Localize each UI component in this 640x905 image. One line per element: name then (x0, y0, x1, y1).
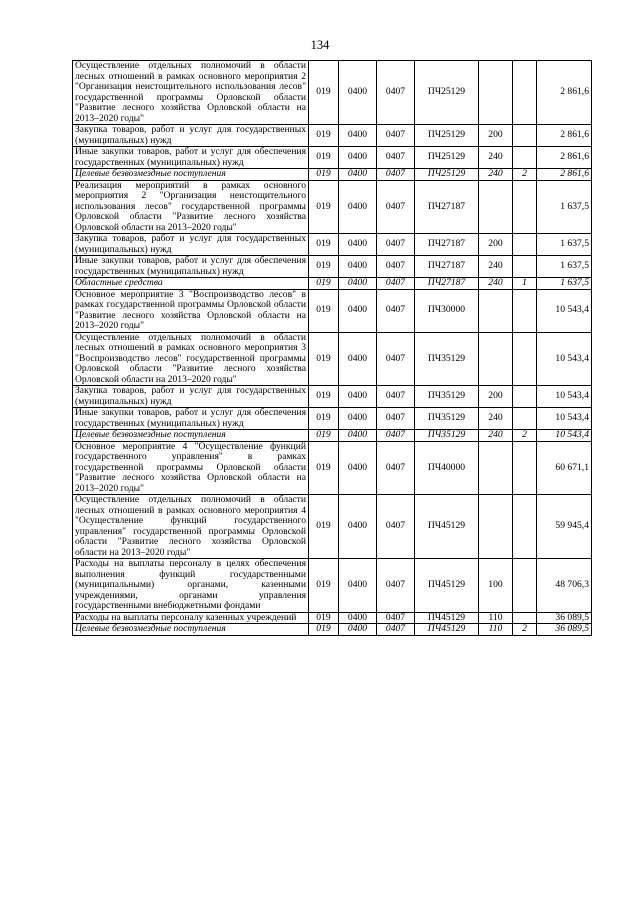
cell-amount: 48 706,3 (537, 559, 592, 613)
cell-section-code: 0400 (339, 495, 377, 559)
cell-funding-source (513, 332, 537, 386)
cell-ministry-code: 019 (309, 332, 339, 386)
cell-ministry-code: 019 (309, 61, 339, 125)
cell-ministry-code: 019 (309, 147, 339, 169)
cell-funding-source: 2 (513, 169, 537, 181)
table-row (73, 386, 592, 408)
cell-target-article: ПЧ35129 (415, 408, 479, 430)
cell-section-code: 0400 (339, 256, 377, 278)
cell-expense-type: 240 (479, 278, 513, 290)
cell-funding-source (513, 61, 537, 125)
cell-section-code: 0400 (339, 408, 377, 430)
table-row (73, 234, 592, 256)
cell-name: Целевые безвозмездные поступления (73, 430, 309, 442)
budget-table-body (73, 61, 592, 636)
cell-subsection-code: 0407 (377, 147, 415, 169)
cell-name: Основное мероприятие 4 "Осуществление функций государственного управления" в рамках государственной программы Орловской области "Развитие лесного хозяйства Орловской области на 2013–2020 годы" (73, 441, 309, 495)
cell-ministry-code: 019 (309, 441, 339, 495)
cell-amount: 2 861,6 (537, 147, 592, 169)
table-row (73, 289, 592, 332)
cell-ministry-code: 019 (309, 234, 339, 256)
cell-section-code: 0400 (339, 234, 377, 256)
cell-section-code: 0400 (339, 278, 377, 290)
cell-section-code: 0400 (339, 386, 377, 408)
cell-funding-source (513, 256, 537, 278)
cell-expense-type (479, 441, 513, 495)
cell-target-article: ПЧ45129 (415, 559, 479, 613)
cell-expense-type (479, 495, 513, 559)
cell-expense-type (479, 289, 513, 332)
table-row (73, 612, 592, 624)
cell-target-article: ПЧ25129 (415, 147, 479, 169)
cell-expense-type: 200 (479, 386, 513, 408)
cell-funding-source (513, 495, 537, 559)
cell-section-code: 0400 (339, 624, 377, 636)
cell-target-article: ПЧ35129 (415, 332, 479, 386)
cell-funding-source (513, 386, 537, 408)
cell-amount: 1 637,5 (537, 234, 592, 256)
cell-funding-source (513, 441, 537, 495)
cell-expense-type: 110 (479, 612, 513, 624)
cell-subsection-code: 0407 (377, 441, 415, 495)
cell-ministry-code: 019 (309, 386, 339, 408)
cell-ministry-code: 019 (309, 495, 339, 559)
cell-ministry-code: 019 (309, 289, 339, 332)
cell-subsection-code: 0407 (377, 612, 415, 624)
cell-expense-type: 240 (479, 169, 513, 181)
cell-target-article: ПЧ25129 (415, 61, 479, 125)
cell-target-article: ПЧ45129 (415, 495, 479, 559)
cell-ministry-code: 019 (309, 408, 339, 430)
cell-name: Осуществление отдельных полномочий в области лесных отношений в рамках основного мероприятия 2 "Организация неистощительного использования лесов" государственной программы Орловской области "Развитие лесного хозяйства Орловской области на 2013–2020 годы" (73, 61, 309, 125)
cell-target-article: ПЧ30000 (415, 289, 479, 332)
cell-ministry-code: 019 (309, 559, 339, 613)
cell-amount: 10 543,4 (537, 408, 592, 430)
cell-section-code: 0400 (339, 430, 377, 442)
cell-amount: 59 945,4 (537, 495, 592, 559)
cell-amount: 1 637,5 (537, 278, 592, 290)
cell-amount: 10 543,4 (537, 289, 592, 332)
cell-subsection-code: 0407 (377, 256, 415, 278)
cell-ministry-code: 019 (309, 180, 339, 234)
cell-expense-type: 110 (479, 624, 513, 636)
cell-amount: 2 861,6 (537, 61, 592, 125)
cell-amount: 10 543,4 (537, 386, 592, 408)
cell-name: Иные закупки товаров, работ и услуг для обеспечения государственных (муниципальных) нужд (73, 147, 309, 169)
cell-subsection-code: 0407 (377, 332, 415, 386)
cell-section-code: 0400 (339, 559, 377, 613)
table-row (73, 147, 592, 169)
cell-funding-source (513, 147, 537, 169)
cell-target-article: ПЧ40000 (415, 441, 479, 495)
cell-name: Областные средства (73, 278, 309, 290)
table-row (73, 441, 592, 495)
cell-funding-source (513, 234, 537, 256)
cell-target-article: ПЧ35129 (415, 430, 479, 442)
cell-ministry-code: 019 (309, 612, 339, 624)
cell-subsection-code: 0407 (377, 624, 415, 636)
cell-name: Целевые безвозмездные поступления (73, 169, 309, 181)
cell-expense-type: 100 (479, 559, 513, 613)
cell-expense-type: 240 (479, 408, 513, 430)
cell-expense-type (479, 61, 513, 125)
cell-subsection-code: 0407 (377, 408, 415, 430)
table-row (73, 169, 592, 181)
cell-section-code: 0400 (339, 612, 377, 624)
table-row (73, 624, 592, 636)
cell-ministry-code: 019 (309, 256, 339, 278)
cell-funding-source (513, 125, 537, 147)
cell-name: Закупка товаров, работ и услуг для государственных (муниципальных) нужд (73, 386, 309, 408)
cell-funding-source (513, 289, 537, 332)
table-row (73, 256, 592, 278)
cell-amount: 60 671,1 (537, 441, 592, 495)
cell-subsection-code: 0407 (377, 289, 415, 332)
table-row (73, 408, 592, 430)
cell-expense-type: 240 (479, 147, 513, 169)
cell-ministry-code: 019 (309, 125, 339, 147)
cell-target-article: ПЧ27187 (415, 180, 479, 234)
cell-name: Закупка товаров, работ и услуг для государственных (муниципальных) нужд (73, 125, 309, 147)
cell-section-code: 0400 (339, 61, 377, 125)
cell-funding-source (513, 559, 537, 613)
cell-name: Иные закупки товаров, работ и услуг для обеспечения государственных (муниципальных) нужд (73, 256, 309, 278)
page-number: 134 (310, 38, 330, 52)
cell-section-code: 0400 (339, 332, 377, 386)
cell-amount: 36 089,5 (537, 612, 592, 624)
cell-subsection-code: 0407 (377, 169, 415, 181)
cell-ministry-code: 019 (309, 278, 339, 290)
cell-expense-type (479, 180, 513, 234)
cell-expense-type (479, 332, 513, 386)
cell-name: Расходы на выплаты персоналу в целях обеспечения выполнения функций государственными (муниципальными) органами, казенными учреждениями, органами управления государственными внебюджетными фондами (73, 559, 309, 613)
cell-section-code: 0400 (339, 125, 377, 147)
cell-funding-source (513, 180, 537, 234)
cell-amount: 1 637,5 (537, 256, 592, 278)
cell-subsection-code: 0407 (377, 278, 415, 290)
cell-subsection-code: 0407 (377, 430, 415, 442)
cell-section-code: 0400 (339, 180, 377, 234)
table-row (73, 180, 592, 234)
cell-amount: 1 637,5 (537, 180, 592, 234)
cell-ministry-code: 019 (309, 169, 339, 181)
cell-target-article: ПЧ25129 (415, 125, 479, 147)
cell-section-code: 0400 (339, 147, 377, 169)
cell-target-article: ПЧ27187 (415, 256, 479, 278)
table-row (73, 559, 592, 613)
cell-subsection-code: 0407 (377, 180, 415, 234)
cell-funding-source (513, 408, 537, 430)
cell-target-article: ПЧ27187 (415, 234, 479, 256)
cell-subsection-code: 0407 (377, 234, 415, 256)
cell-name: Осуществление отдельных полномочий в области лесных отношений в рамках основного мероприятия 3 "Воспроизводство лесов" государственной программы Орловской области "Развитие лесного хозяйства Орловской области на 2013–2020 годы" (73, 332, 309, 386)
cell-target-article: ПЧ27187 (415, 278, 479, 290)
cell-funding-source: 1 (513, 278, 537, 290)
table-row (73, 125, 592, 147)
cell-expense-type: 200 (479, 234, 513, 256)
cell-amount: 36 089,5 (537, 624, 592, 636)
cell-amount: 10 543,4 (537, 332, 592, 386)
cell-name: Расходы на выплаты персоналу казенных учреждений (73, 612, 309, 624)
cell-subsection-code: 0407 (377, 61, 415, 125)
cell-amount: 10 543,4 (537, 430, 592, 442)
cell-ministry-code: 019 (309, 624, 339, 636)
cell-name: Целевые безвозмездные поступления (73, 624, 309, 636)
cell-target-article: ПЧ35129 (415, 386, 479, 408)
table-row (73, 332, 592, 386)
cell-target-article: ПЧ45129 (415, 624, 479, 636)
cell-expense-type: 200 (479, 125, 513, 147)
table-row (73, 61, 592, 125)
cell-ministry-code: 019 (309, 430, 339, 442)
table-row (73, 278, 592, 290)
cell-target-article: ПЧ25129 (415, 169, 479, 181)
cell-name: Закупка товаров, работ и услуг для государственных (муниципальных) нужд (73, 234, 309, 256)
cell-funding-source: 2 (513, 430, 537, 442)
cell-subsection-code: 0407 (377, 386, 415, 408)
cell-subsection-code: 0407 (377, 495, 415, 559)
cell-name: Иные закупки товаров, работ и услуг для обеспечения государственных (муниципальных) нужд (73, 408, 309, 430)
cell-section-code: 0400 (339, 289, 377, 332)
cell-section-code: 0400 (339, 169, 377, 181)
cell-subsection-code: 0407 (377, 125, 415, 147)
cell-funding-source: 2 (513, 624, 537, 636)
cell-subsection-code: 0407 (377, 559, 415, 613)
cell-funding-source (513, 612, 537, 624)
cell-section-code: 0400 (339, 441, 377, 495)
cell-target-article: ПЧ45129 (415, 612, 479, 624)
cell-amount: 2 861,6 (537, 125, 592, 147)
budget-table (72, 60, 592, 636)
table-row (73, 430, 592, 442)
cell-name: Осуществление отдельных полномочий в области лесных отношений в рамках основного мероприятия 4 "Осуществление функций государственного управления" государственной программы Орловской области "Развитие лесного хозяйства Орловской области на 2013–2020 годы" (73, 495, 309, 559)
cell-expense-type: 240 (479, 430, 513, 442)
cell-name: Реализация мероприятий в рамках основного мероприятия 2 "Организация неистощительного использования лесов" государственной программы Орловской области "Развитие лесного хозяйства Орловской области на 2013–2020 годы" (73, 180, 309, 234)
table-row (73, 495, 592, 559)
cell-name: Основное мероприятие 3 "Воспроизводство лесов" в рамках государственной программы Орловской области "Развитие лесного хозяйства Орловской области на 2013–2020 годы" (73, 289, 309, 332)
cell-expense-type: 240 (479, 256, 513, 278)
cell-amount: 2 861,6 (537, 169, 592, 181)
